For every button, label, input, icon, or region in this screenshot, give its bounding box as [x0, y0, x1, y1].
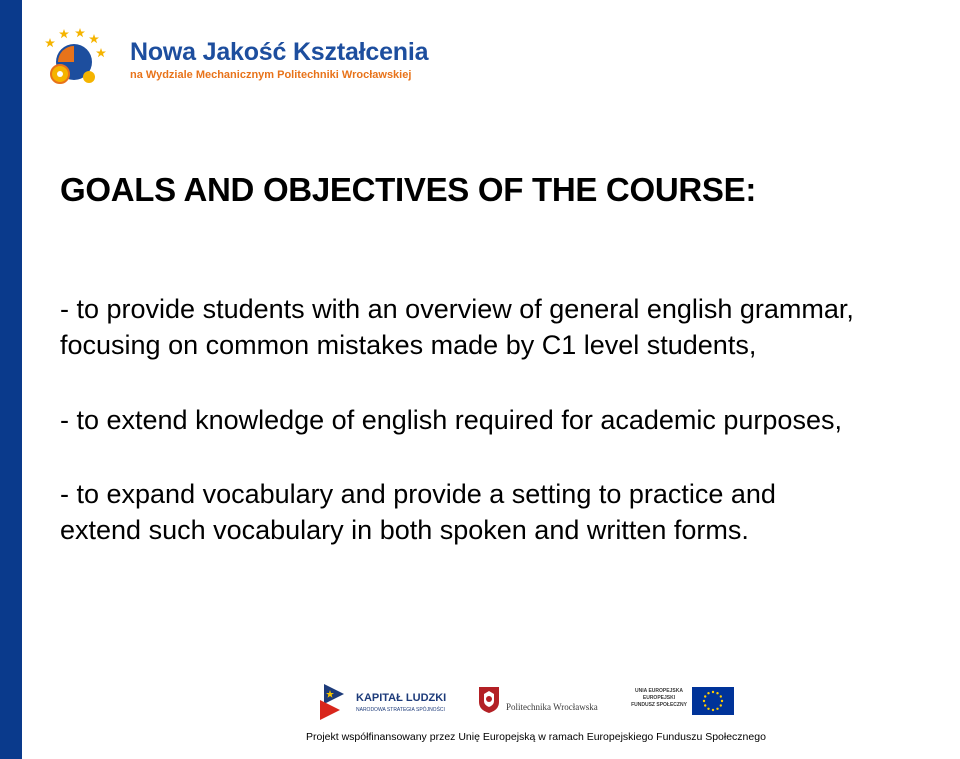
- goal-line: - to extend knowledge of english required for academic purposes,: [60, 405, 842, 435]
- eu-flag-icon: [692, 687, 734, 715]
- ue-logo: [630, 686, 740, 720]
- footer-logos: [320, 680, 740, 724]
- kapital-ludzki-logo: [320, 684, 450, 722]
- goal-line: focusing on common mistakes made by C1 level students,: [60, 330, 757, 360]
- politechnika-logo: [478, 686, 608, 716]
- brand-header: [44, 28, 444, 88]
- goal-line: - to provide students with an overview of general english grammar,: [60, 294, 854, 324]
- politechnika-shield-icon: [478, 686, 500, 714]
- goal-item: [60, 402, 842, 438]
- kapital-ludzki-mark-icon: [320, 684, 344, 720]
- nowa-jakosc-logo-icon: [44, 28, 106, 86]
- ue-line: EUROPEJSKI: [642, 695, 676, 701]
- goal-item: [60, 476, 776, 548]
- goal-item: [60, 291, 854, 363]
- funding-note: Projekt współfinansowany przez Unię Europejską w ramach Europejskiego Funduszu Społecznego: [306, 731, 766, 743]
- kapital-ludzki-subtitle: NARODOWA STRATEGIA SPÓJNOŚCI: [356, 707, 445, 713]
- brand-subtitle: na Wydziale Mechanicznym Politechniki Wrocławskiej: [130, 69, 412, 81]
- ue-label: [630, 688, 688, 709]
- ue-line: UNIA EUROPEJSKA: [635, 688, 683, 694]
- goal-line: - to expand vocabulary and provide a setting to practice and: [60, 479, 776, 509]
- page-title: GOALS AND OBJECTIVES OF THE COURSE:: [60, 171, 757, 208]
- side-bar: [0, 0, 22, 759]
- ue-line: FUNDUSZ SPOŁECZNY: [631, 702, 687, 708]
- politechnika-name: Politechnika Wrocławska: [506, 702, 598, 712]
- kapital-ludzki-title: KAPITAŁ LUDZKI: [356, 692, 447, 704]
- goal-line: extend such vocabulary in both spoken and written forms.: [60, 515, 749, 545]
- brand-title: Nowa Jakość Kształcenia: [130, 38, 429, 66]
